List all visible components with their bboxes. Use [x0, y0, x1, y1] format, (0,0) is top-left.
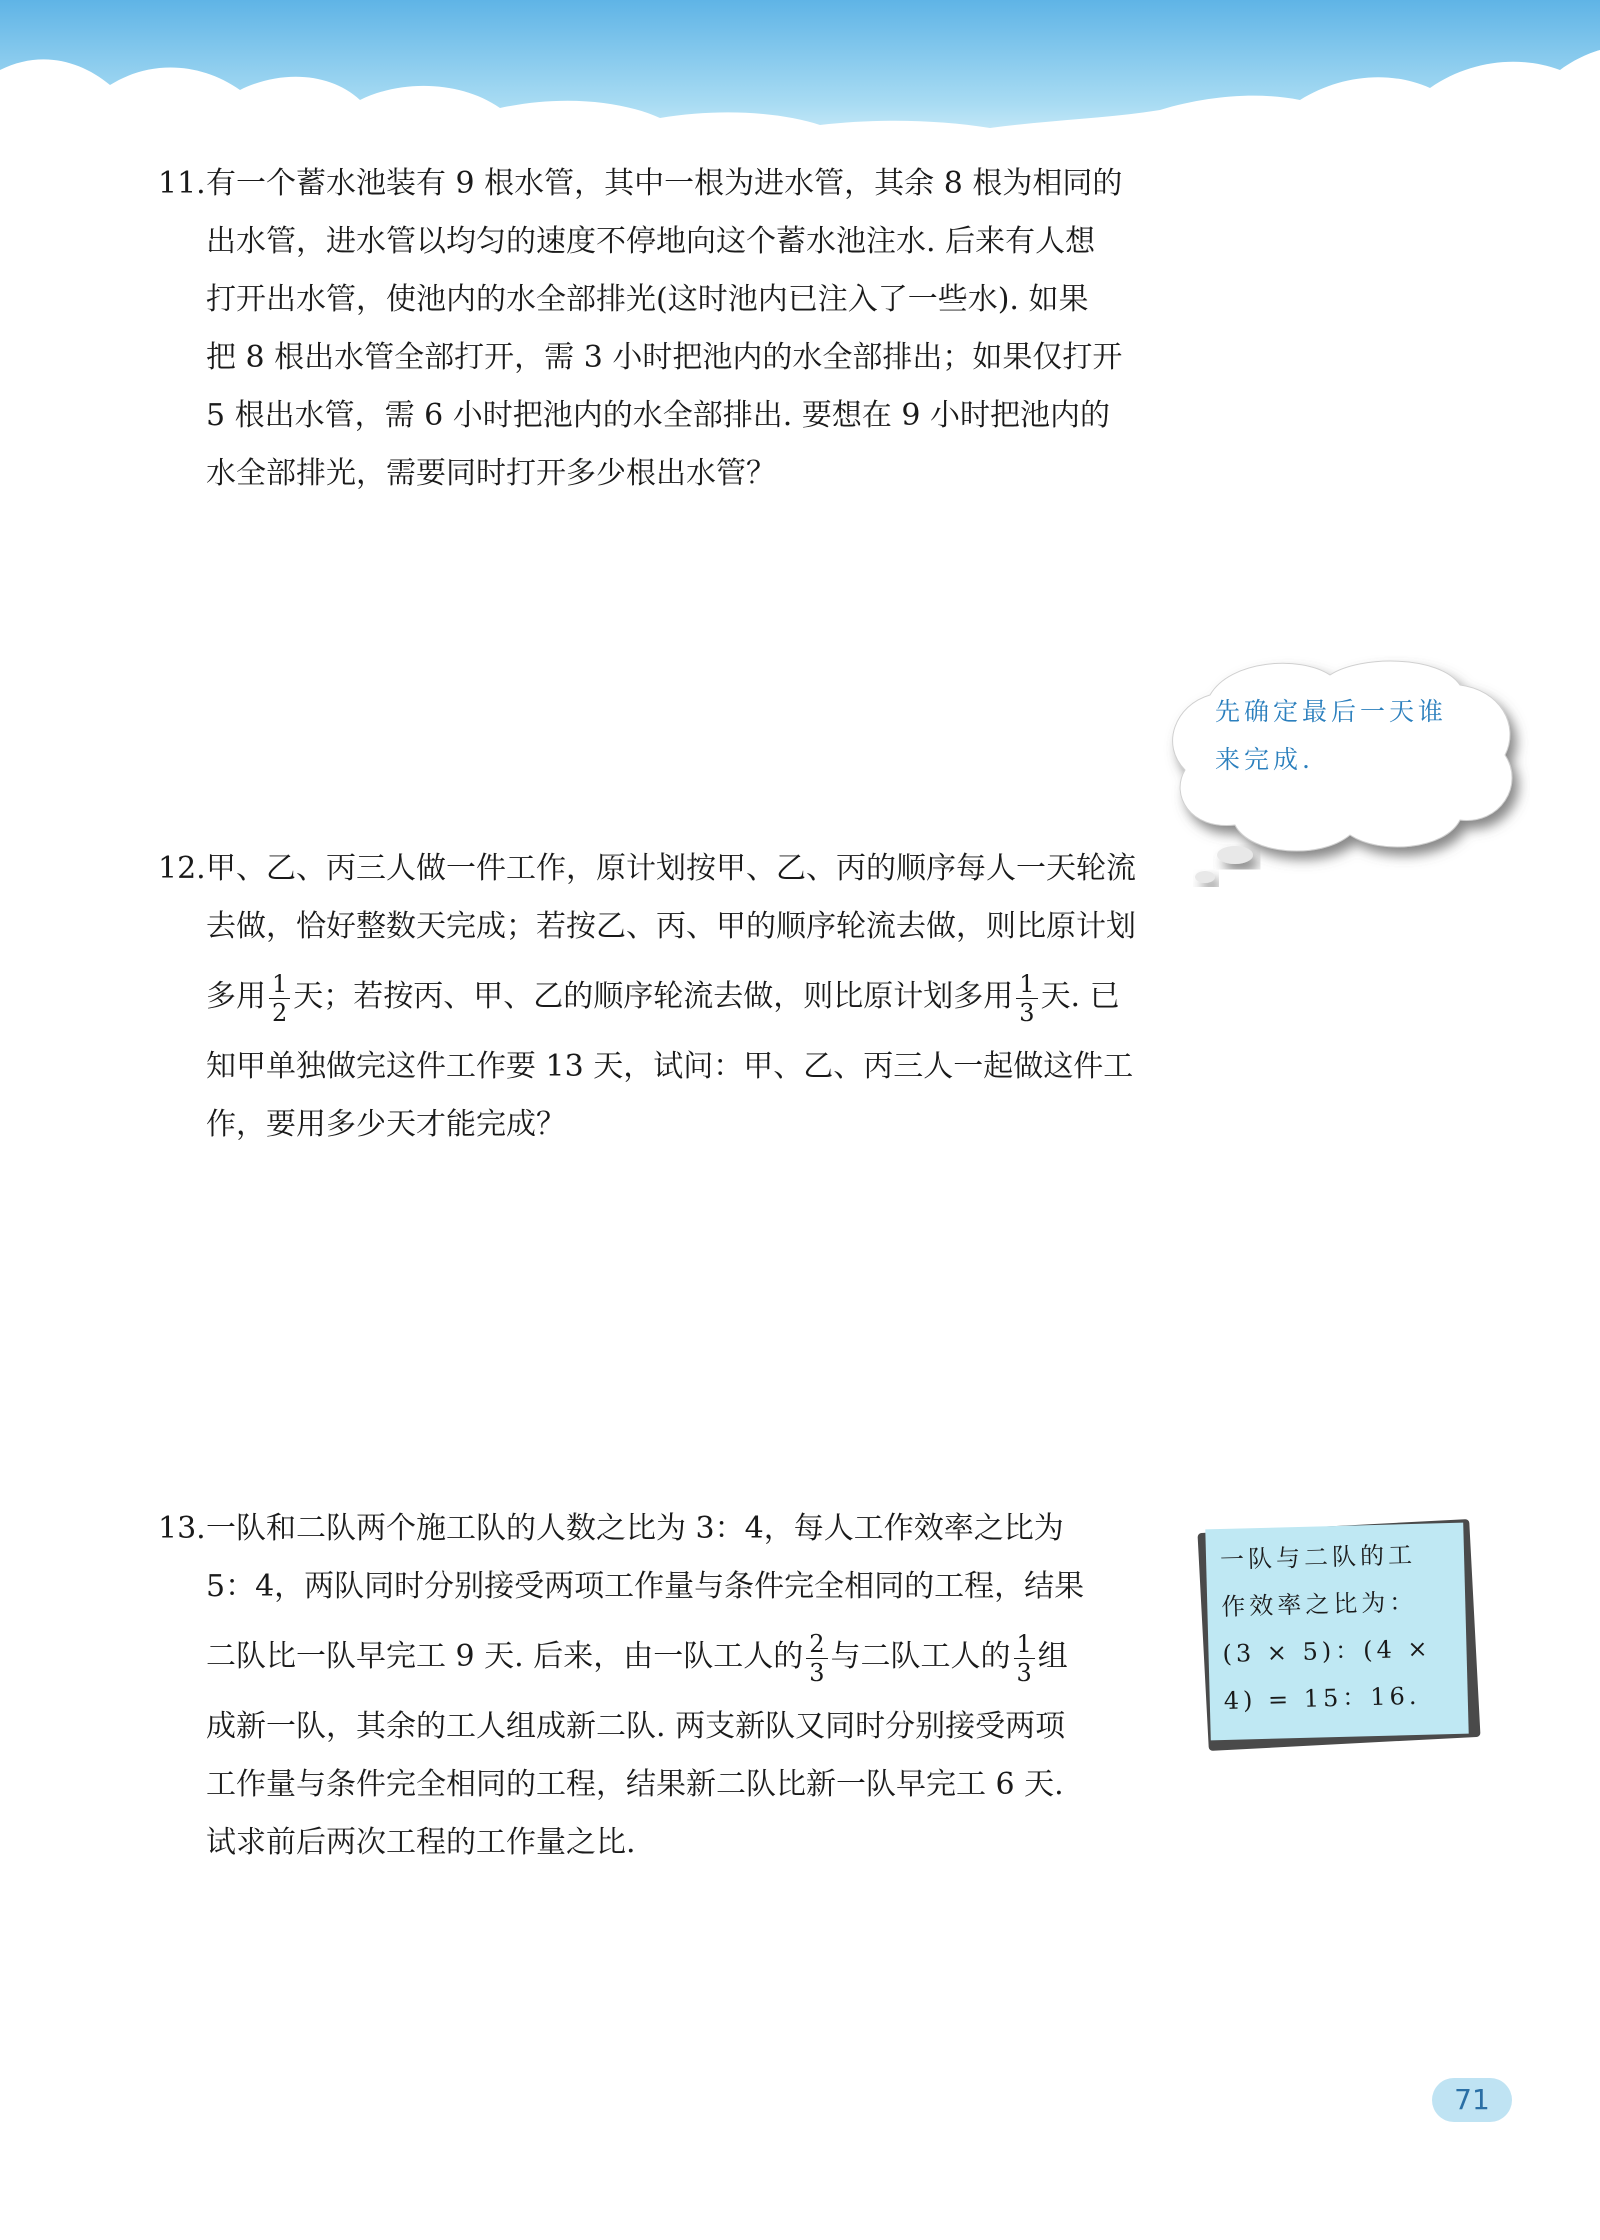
cloud-hint-text: 先确定最后一天谁 来完成. [1215, 697, 1448, 774]
problem-number: 11. [158, 166, 206, 201]
problem-text-line-with-fractions: 二队比一队早完工 9 天. 后来，由一队工人的 $\frac{2}{3}$ 与二队工人的 $\frac{1}{3}$ 组 [206, 1629, 1068, 1687]
fraction: $\frac{1}{2}$ [269, 970, 290, 1027]
page-number: 71 [1432, 2078, 1512, 2122]
problem-text-line: 试求前后两次工程的工作量之比. [206, 1825, 636, 1860]
problem-text-line: 成新一队，其余的工人组成新二队. 两支新队又同时分别接受两项 [206, 1709, 1066, 1744]
problem-number: 13. [158, 1511, 206, 1546]
problem-text-line: 一队和二队两个施工队的人数之比为 3：4，每人工作效率之比为 [206, 1511, 1064, 1546]
fraction: $\frac{1}{3}$ [1016, 970, 1037, 1027]
problem-text-line: 作，要用多少天才能完成？ [206, 1107, 566, 1142]
problem-text-line: 把 8 根出水管全部打开，需 3 小时把池内的水全部排出；如果仅打开 [206, 340, 1123, 375]
sticky-note-hint: 一队与二队的工 作效率之比为： (3 × 5)：(4 × 4) = 15：16. [1205, 1523, 1468, 1741]
problem-12 [158, 840, 1158, 1154]
fraction: $\frac{1}{3}$ [1014, 1630, 1035, 1687]
problem-13 [158, 1500, 1158, 1872]
sky-header-banner [0, 0, 1600, 150]
problem-number: 12. [158, 851, 206, 886]
problem-text-line: 出水管，进水管以均匀的速度不停地向这个蓄水池注水. 后来有人想 [206, 224, 1096, 259]
problem-text-line: 去做，恰好整数天完成；若按乙、丙、甲的顺序轮流去做，则比原计划 [206, 909, 1136, 944]
problem-text-line: 知甲单独做完这件工作要 13 天，试问：甲、乙、丙三人一起做这件工 [206, 1049, 1134, 1084]
problem-text-line: 5 根出水管，需 6 小时把池内的水全部排出. 要想在 9 小时把池内的 [206, 398, 1111, 433]
problem-text-line-with-fractions: 多用 $\frac{1}{2}$ 天；若按丙、甲、乙的顺序轮流去做，则比原计划多用 $\frac{1}{3}$ 天. 已 [206, 969, 1120, 1027]
problem-text-line: 打开出水管，使池内的水全部排光(这时池内已注入了一些水). 如果 [206, 282, 1089, 317]
problem-text-line: 甲、乙、丙三人做一件工作，原计划按甲、乙、丙的顺序每人一天轮流 [206, 851, 1136, 886]
problem-text-line: 有一个蓄水池装有 9 根水管，其中一根为进水管，其余 8 根为相同的 [206, 166, 1123, 201]
fraction: $\frac{2}{3}$ [806, 1630, 827, 1687]
problem-text-line: 工作量与条件完全相同的工程，结果新二队比新一队早完工 6 天. [206, 1767, 1064, 1802]
problem-text-line: 水全部排光，需要同时打开多少根出水管？ [206, 456, 776, 491]
problem-text-line: 5：4，两队同时分别接受两项工作量与条件完全相同的工程，结果 [206, 1569, 1085, 1604]
problem-11 [158, 155, 1158, 503]
